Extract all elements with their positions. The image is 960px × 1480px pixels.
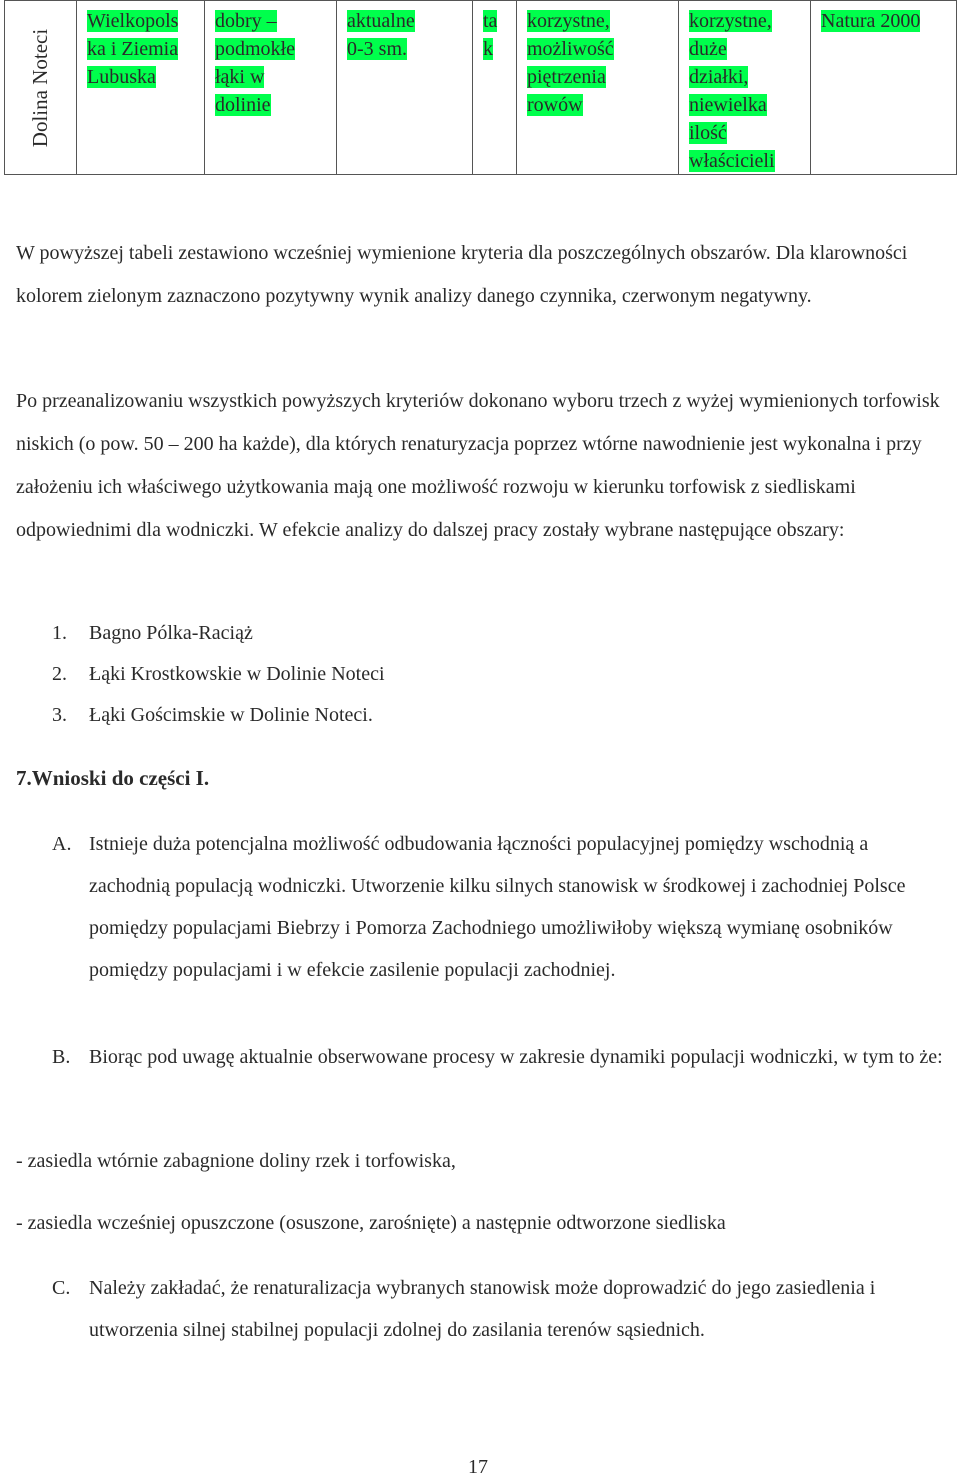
table-cell-protection: [811, 1, 956, 174]
cell-line: piętrzenia: [527, 66, 606, 88]
row-label-cell: [5, 1, 77, 174]
cell-line: korzystne,: [527, 10, 610, 32]
list-number: 2.: [52, 663, 67, 685]
conclusion-a: [52, 823, 952, 991]
cell-line: aktualne: [347, 10, 415, 32]
list-item: [52, 654, 385, 695]
list-item: [52, 695, 385, 736]
dash-item: - zasiedla wtórnie zabagnione doliny rzek i torfowiska,: [16, 1150, 456, 1172]
cell-line: rowów: [527, 94, 583, 116]
conclusion-marker: C.: [52, 1277, 71, 1299]
cell-line: dolinie: [215, 94, 271, 116]
section-heading: 7.Wnioski do części I.: [16, 766, 210, 790]
conclusion-marker: A.: [52, 833, 72, 855]
table-cell-region: [77, 1, 205, 174]
cell-line: ta: [483, 10, 498, 32]
table-cell-habitat: [205, 1, 337, 174]
cell-line: możliwość: [527, 38, 614, 60]
dash-item: - zasiedla wcześniej opuszczone (osuszone, zarośnięte) a następnie odtworzone siedliska: [16, 1212, 726, 1234]
table-cell-status: [337, 1, 473, 174]
conclusion-c: [52, 1267, 952, 1351]
list-number: 1.: [52, 622, 67, 644]
cell-line: duże: [689, 38, 727, 60]
cell-line: łąki w: [215, 66, 265, 88]
table-cell-hydrology: [517, 1, 679, 174]
page-number: 17: [468, 1456, 488, 1478]
paragraph-table-summary: W powyższej tabeli zestawiono wcześniej wymienione kryteria dla poszczególnych obszarów. Dla klarowności kolorem zielonym zaznaczono pozytywny wynik analizy danego czynnika, czerwonym negatywny.: [16, 242, 908, 307]
cell-line: niewielka: [689, 94, 767, 116]
list-text: Łąki Gościmskie w Dolinie Noteci.: [89, 704, 373, 726]
conclusion-text: Istnieje duża potencjalna możliwość odbudowania łączności populacyjnej pomiędzy wschodnią a zachodnią populacją wodniczki. Utworzenie kilku silnych stanowisk w środkowej i zachodniej Polsce pomiędzy populacjami Biebrzy i Pomorza Zachodniego umożliwiłoby większą wymianę osobników pomiędzy populacjami i w efekcie zasilenie populacji zachodniej.: [89, 833, 906, 981]
conclusion-text: Biorąc pod uwagę aktualnie obserwowane procesy w zakresie dynamiki populacji wodniczki, w tym to że:: [89, 1046, 943, 1068]
row-label: Dolina Noteci: [28, 28, 52, 147]
paragraph-site-selection: Po przeanalizowaniu wszystkich powyższych kryteriów dokonano wyboru trzech z wyżej wymienionych torfowisk niskich (o pow. 50 – 200 ha każde), dla których renaturyzacja poprzez wtórne nawodnienie jest wykonalna i przy założeniu ich właściwego użytkowania mają one możliwość rozwoju w kierunku torfowisk z siedliskami odpowiednimi dla wodniczki. W efekcie analizy do dalszej pracy zostały wybrane następujące obszary:: [16, 390, 940, 541]
cell-line: korzystne,: [689, 10, 772, 32]
cell-line: działki,: [689, 66, 749, 88]
cell-line: dobry –: [215, 10, 277, 32]
cell-line: podmokłe: [215, 38, 295, 60]
cell-line: 0-3 sm.: [347, 38, 407, 60]
criteria-table-row: [4, 0, 957, 175]
cell-line: właścicieli: [689, 150, 775, 172]
conclusion-marker: B.: [52, 1046, 71, 1068]
table-cell-flag: [473, 1, 517, 174]
cell-line: ilość: [689, 122, 727, 144]
cell-line: Wielkopols: [87, 10, 179, 32]
list-item: [52, 613, 385, 654]
list-text: Łąki Krostkowskie w Dolinie Noteci: [89, 663, 385, 685]
conclusion-b: [52, 1036, 952, 1078]
conclusion-text: Należy zakładać, że renaturalizacja wybranych stanowisk może doprowadzić do jego zasiedlenia i utworzenia silnej stabilnej populacji zdolnej do zasilania terenów sąsiednich.: [89, 1277, 876, 1341]
selected-sites-list: [52, 613, 385, 736]
cell-line: Lubuska: [87, 66, 156, 88]
cell-line: ka i Ziemia: [87, 38, 179, 60]
list-text: Bagno Pólka-Raciąż: [89, 622, 253, 644]
table-cell-ownership: [679, 1, 811, 174]
cell-line: k: [483, 38, 493, 60]
cell-line: Natura 2000: [821, 10, 921, 32]
list-number: 3.: [52, 704, 67, 726]
